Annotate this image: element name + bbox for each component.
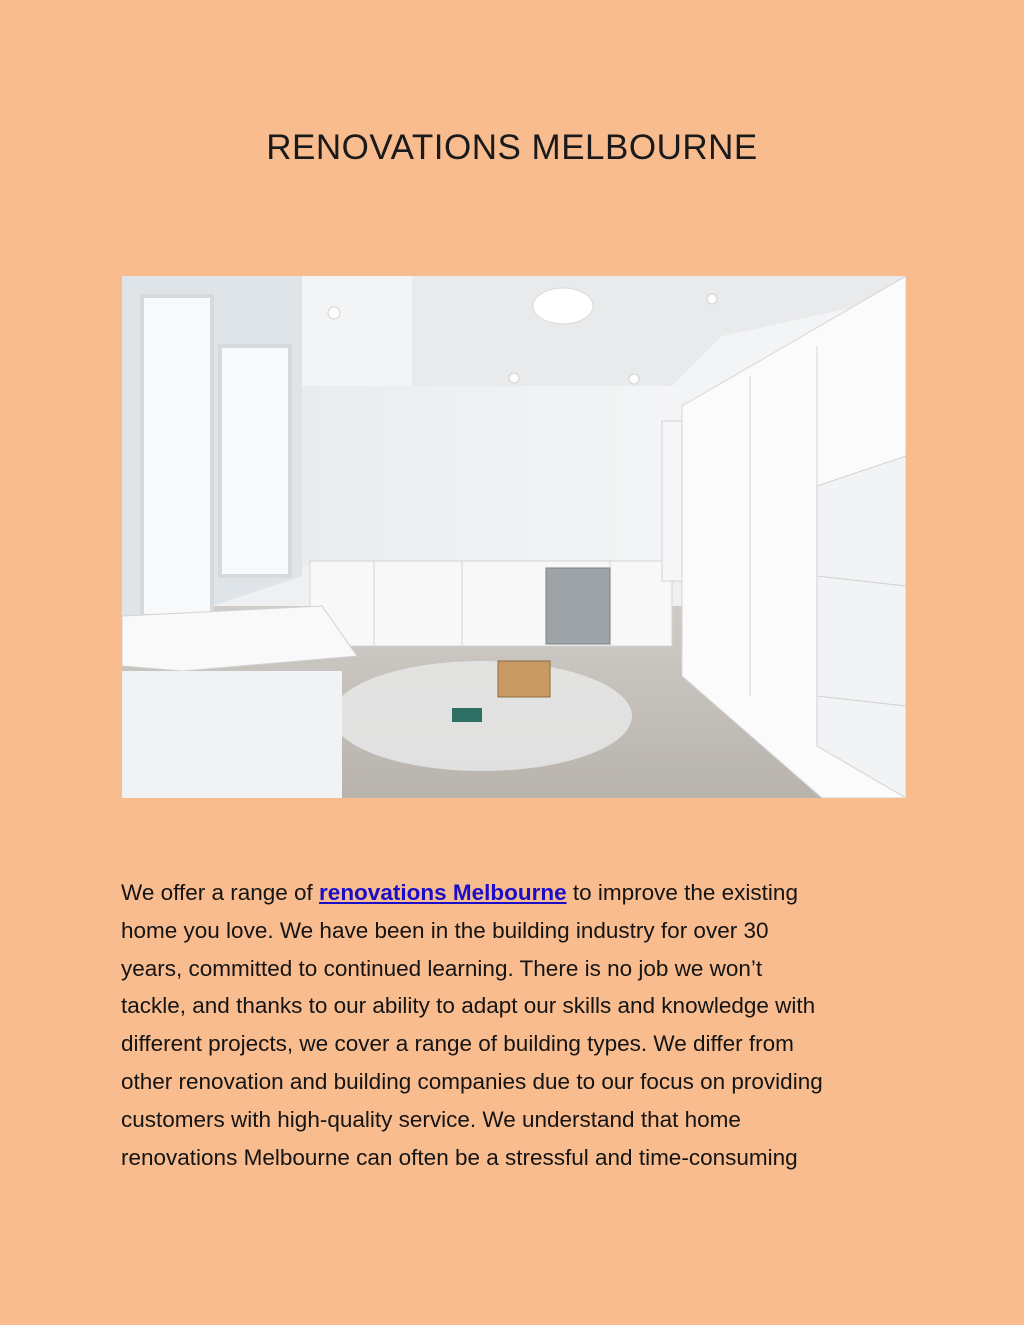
paragraph-line: customers with high-quality service. We understand that home bbox=[121, 1106, 741, 1132]
paragraph-line: other renovation and building companies due to our focus on providing bbox=[121, 1068, 823, 1094]
kitchen-renovation-photo bbox=[122, 276, 906, 798]
paragraph-line: renovations Melbourne can often be a stressful and time-consuming bbox=[121, 1144, 798, 1170]
paragraph-text: We offer a range of bbox=[121, 880, 320, 905]
paragraph-line: years, committed to continued learning. There is no job we won’t bbox=[121, 955, 763, 981]
paragraph-line: different projects, we cover a range of building types. We differ from bbox=[121, 1031, 794, 1057]
paragraph-line: home you love. We have been in the building industry for over 30 bbox=[121, 917, 769, 943]
paragraph-text: to improve the existing bbox=[566, 880, 798, 905]
body-paragraph bbox=[121, 874, 911, 1176]
paragraph-line bbox=[121, 874, 911, 912]
renovations-melbourne-link[interactable]: renovations Melbourne bbox=[319, 880, 567, 905]
page-title: RENOVATIONS MELBOURNE bbox=[266, 128, 758, 167]
paragraph-line: tackle, and thanks to our ability to adapt our skills and knowledge with bbox=[121, 993, 816, 1019]
